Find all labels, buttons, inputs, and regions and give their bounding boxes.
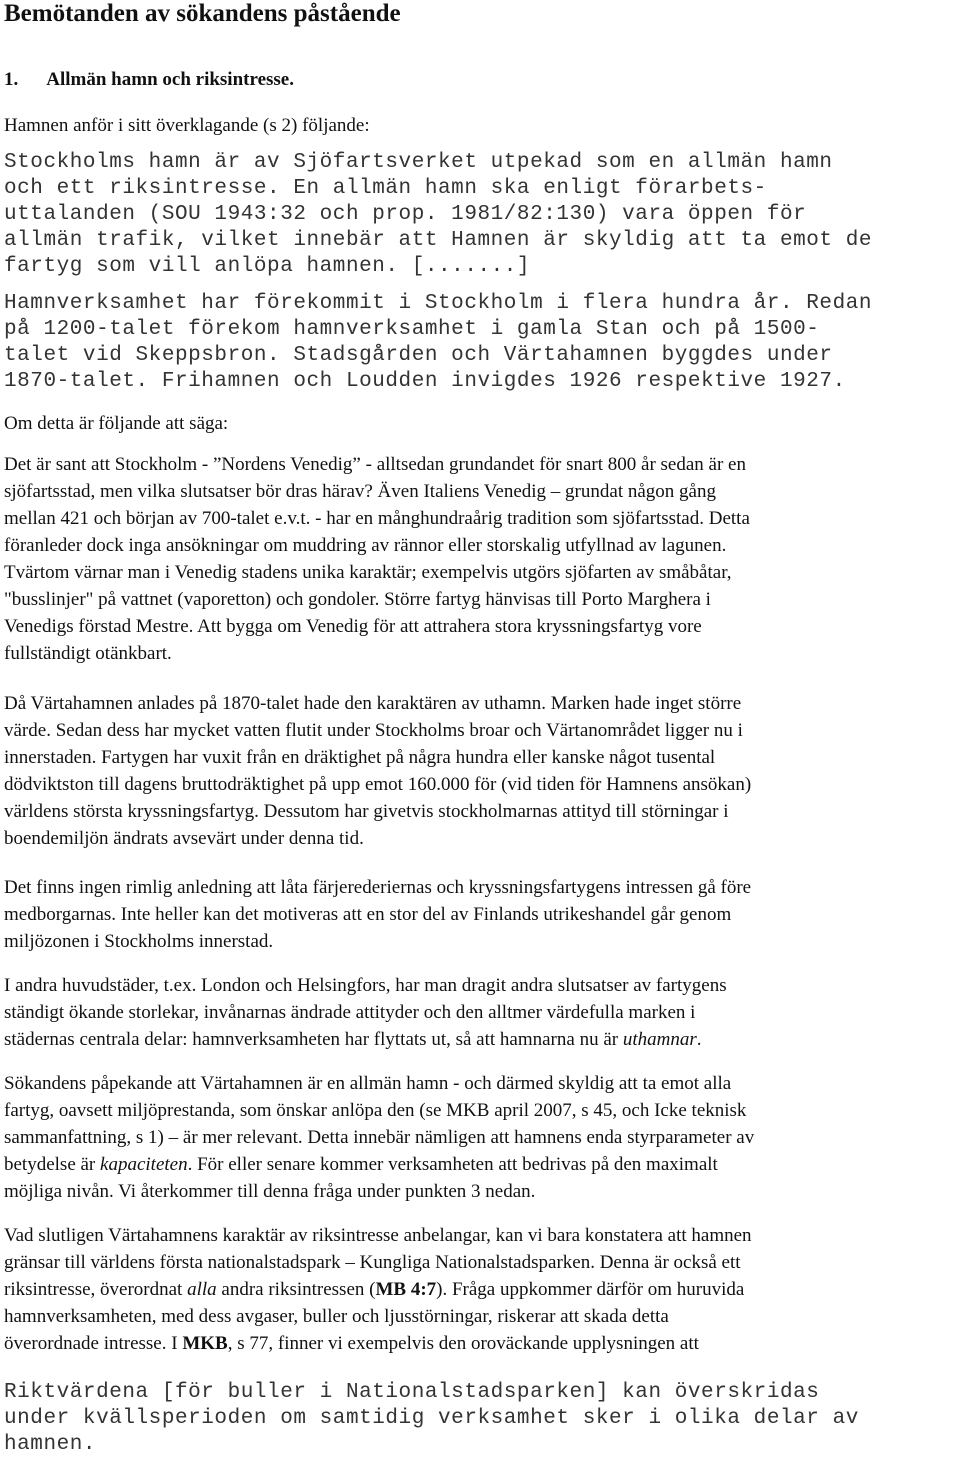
quote-line: Stockholms hamn är av Sjöfartsverket utpekad som en allmän hamn — [4, 151, 833, 174]
quote-line: 1870-talet. Frihamnen och Loudden invigdes 1926 respektive 1927. — [4, 370, 846, 393]
paragraph-line — [4, 1276, 752, 1303]
paragraph-line: fartyg, oavsett miljöprestanda, som önskar anlöpa den (se MKB april 2007, s 45, och Icke teknisk — [4, 1100, 747, 1121]
paragraph-line: värde. Sedan dess har mycket vatten flutit under Stockholms broar och Värtanområdet ligger nu i — [4, 720, 743, 741]
quote-line: och ett riksintresse. En allmän hamn ska enligt förarbets- — [4, 177, 767, 200]
paragraph-line: Vad slutligen Värtahamnens karaktär av riksintresse anbelangar, kan vi bara konstatera att hamnen — [4, 1225, 752, 1246]
paragraph-line: "busslinjer" på vattnet (vaporetton) och gondoler. Större fartyg hänvisas till Porto Marghera i — [4, 589, 711, 610]
paragraph-line: Det finns ingen rimlig anledning att låta färjerederiernas och kryssningsfartygens intressen gå före — [4, 877, 752, 898]
paragraph-line: sammanfattning, s 1) – är mer relevant. Detta innebär nämligen att hamnens enda styrparameter av — [4, 1127, 755, 1148]
paragraph-line: Venedigs förstad Mestre. Att bygga om Venedig för att attrahera stora kryssningsfartyg vore — [4, 616, 702, 637]
quote-block-1 — [4, 150, 872, 280]
paragraph-line: sjöfartsstad, men vilka slutsatser bör dras härav? Även Italiens Venedig – grundat någon gång — [4, 481, 716, 502]
paragraph-line: miljözonen i Stockholms innerstad. — [4, 931, 274, 952]
text-run: städernas centrala delar: hamnverksamheten har flyttats ut, så att hamnarna nu är — [4, 1029, 623, 1050]
paragraph-6 — [4, 1222, 752, 1357]
section-heading — [4, 68, 294, 92]
emphasis-text: kapaciteten — [100, 1154, 188, 1175]
quote-line: Hamnverksamhet har förekommit i Stockholm i flera hundra år. Redan — [4, 292, 873, 315]
paragraph-line: Det är sant att Stockholm - ”Nordens Venedig” - alltsedan grundandet för snart 800 år sedan är en — [4, 454, 746, 475]
paragraph-line: dödviktston till dagens bruttodräktighet på upp emot 160.000 för (vid tiden för Hamnens ansökan) — [4, 774, 752, 795]
paragraph-1 — [4, 451, 750, 667]
paragraph-line: Sökandens påpekande att Värtahamnen är en allmän hamn - och därmed skyldig att ta emot alla — [4, 1073, 732, 1094]
paragraph-3 — [4, 874, 751, 955]
paragraph-line: gränsar till världens första nationalstadspark – Kungliga Nationalstadsparken. Denna är också ett — [4, 1252, 741, 1273]
text-run: . — [696, 1029, 702, 1050]
quote-line: Riktvärdena [för buller i Nationalstadsparken] kan överskridas — [4, 1381, 820, 1404]
intro-line: Hamnen anför i sitt överklagande (s 2) följande: — [4, 115, 370, 136]
paragraph-line: I andra huvudstäder, t.ex. London och Helsingfors, har man dragit andra slutsatser av fartygens — [4, 975, 727, 996]
paragraph-2 — [4, 690, 751, 852]
section-number: 1. — [4, 69, 19, 90]
paragraph-line: innerstaden. Fartygen har vuxit från en dräktighet på några hundra eller kanske något tusental — [4, 747, 716, 768]
text-run: riksintresse, överordnat — [4, 1279, 188, 1300]
quote-line: allmän trafik, vilket innebär att Hamnen är skyldig att ta emot de — [4, 229, 873, 252]
paragraph-line: fullständigt otänkbart. — [4, 643, 172, 664]
quote-line: under kvällsperioden om samtidig verksamhet sker i olika delar av — [4, 1407, 859, 1430]
quote-block-2 — [4, 291, 872, 395]
text-run: ). Fråga uppkommer därför om huruvida — [436, 1279, 745, 1300]
paragraph-line: boendemiljön ändrats avsevärt under denna tid. — [4, 828, 364, 849]
quote-line: på 1200-talet förekom hamnverksamhet i gamla Stan och på 1500- — [4, 318, 820, 341]
text-run: , s 77, finner vi exempelvis den oroväckande upplysningen att — [227, 1333, 699, 1354]
paragraph-line: världens största kryssningsfartyg. Dessutom har givetvis stockholmarnas attityd till störningar i — [4, 801, 729, 822]
paragraph-line: föranleder dock inga ansökningar om muddring av rännor eller storskalig utfyllnad av lagunen. — [4, 535, 727, 556]
quote-line: talet vid Skeppsbron. Stadsgården och Värtahamnen byggdes under — [4, 344, 833, 367]
paragraph-line — [4, 1026, 727, 1053]
quote-line: hamnen. — [4, 1433, 97, 1456]
emphasis-text: uthamnar — [622, 1029, 697, 1050]
quote-block-3 — [4, 1380, 859, 1458]
paragraph-line: Då Värtahamnen anlades på 1870-talet hade den karaktären av uthamn. Marken hade inget större — [4, 693, 742, 714]
text-run: . För eller senare kommer verksamheten att bedrivas på den maximalt — [187, 1154, 718, 1175]
paragraph-line: medborgarnas. Inte heller kan det motiveras att en stor del av Finlands utrikeshandel går genom — [4, 904, 732, 925]
paragraph-line: ständigt ökande storlekar, invånarnas ändrade attityder och den alltmer värdefulla marken i — [4, 1002, 696, 1023]
quote-line: fartyg som vill anlöpa hamnen. [.......] — [4, 255, 531, 278]
paragraph-line: möjliga nivån. Vi återkommer till denna fråga under punkten 3 nedan. — [4, 1181, 536, 1202]
text-run: andra riksintressen ( — [216, 1279, 376, 1300]
text-run: betydelse är — [4, 1154, 101, 1175]
comment-intro: Om detta är följande att säga: — [4, 413, 229, 434]
bold-reference: MB 4:7 — [375, 1279, 437, 1300]
paragraph-4 — [4, 972, 727, 1053]
paragraph-line — [4, 1151, 754, 1178]
paragraph-line: mellan 421 och början av 700-talet e.v.t. - har en månghundraårig tradition som sjöfartsstad. Detta — [4, 508, 750, 529]
bold-reference: MKB — [182, 1333, 228, 1354]
paragraph-line: hamnverksamheten, med dess avgaser, buller och ljusstörningar, riskerar att skada detta — [4, 1306, 669, 1327]
quote-line: uttalanden (SOU 1943:32 och prop. 1981/82:130) vara öppen för — [4, 203, 807, 226]
section-title: Allmän hamn och riksintresse. — [46, 69, 294, 90]
paragraph-line — [4, 1330, 752, 1357]
page-title: Bemötanden av sökandens påstående — [4, 0, 401, 27]
emphasis-text: alla — [187, 1279, 217, 1300]
paragraph-line: Tvärtom värnar man i Venedig stadens unika karaktär; exempelvis utgörs sjöfarten av småbåtar, — [4, 562, 732, 583]
paragraph-5 — [4, 1070, 754, 1205]
text-run: överordnade intresse. I — [4, 1333, 183, 1354]
